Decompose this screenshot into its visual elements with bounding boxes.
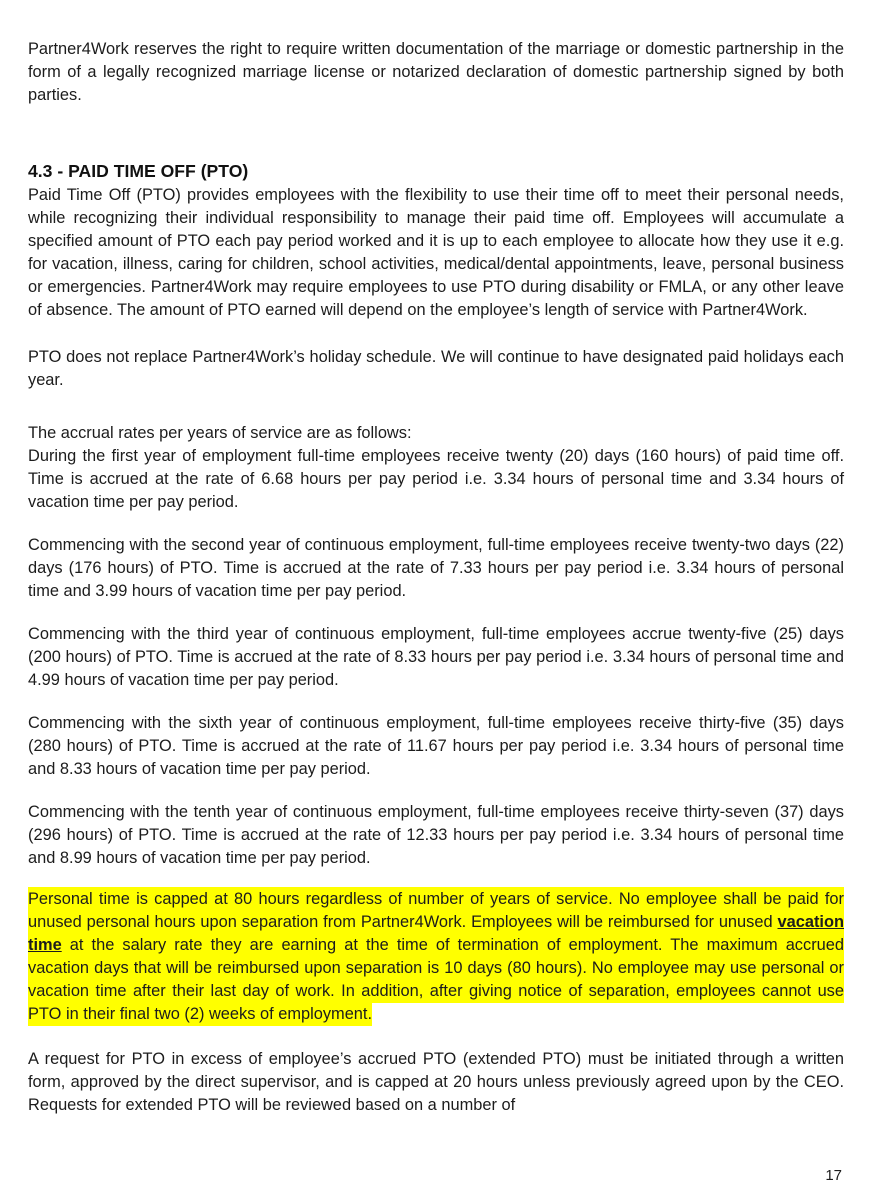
highlight-text-before: Personal time is capped at 80 hours regardless of number of years of service. No employee shall be paid for unused personal hours upon separation from Partner4Work. Employees will be reimbursed for unused: [28, 890, 844, 931]
paragraph-accrual-year6: Commencing with the sixth year of continuous employment, full-time employees receive thirty-five (35) days (280 hours) of PTO. Time is accrued at the rate of 11.67 hours per pay period i.e. 3.34 hours of personal time and 8.33 hours of vacation time per pay period.: [28, 714, 844, 778]
paragraph-accrual-lead: The accrual rates per years of service are as follows:: [28, 424, 412, 442]
paragraph-marriage-documentation: Partner4Work reserves the right to require written documentation of the marriage or domestic partnership in the form of a legally recognized marriage license or notarized declaration of domestic partnership signed by both parties.: [28, 40, 844, 104]
section-heading-pto: 4.3 - PAID TIME OFF (PTO): [28, 161, 249, 181]
paragraph-holiday-note: PTO does not replace Partner4Work’s holiday schedule. We will continue to have designated paid holidays each year.: [28, 348, 844, 389]
paragraph-extended-pto: A request for PTO in excess of employee’s accrued PTO (extended PTO) must be initiated through a written form, approved by the direct supervisor, and is capped at 20 hours unless previously agreed upon by the CEO. Requests for extended PTO will be reviewed based on a number of: [28, 1050, 844, 1114]
highlight-text-after: at the salary rate they are earning at the time of termination of employment. The maximum accrued vacation days that will be reimbursed upon separation is 10 days (80 hours). No employee may use personal or vacation time after their last day of work. In addition, after giving notice of separation, employees cannot use PTO in their final two (2) weeks of employment.: [28, 936, 844, 1023]
paragraph-accrual-year3: Commencing with the third year of continuous employment, full-time employees accrue twenty-five (25) days (200 hours) of PTO. Time is accrued at the rate of 8.33 hours per pay period i.e. 3.34 hours of personal time and 4.99 hours of vacation time per pay period.: [28, 625, 844, 689]
yellow-highlight: [28, 887, 844, 1026]
page-number: 17: [825, 1167, 842, 1184]
paragraph-accrual-year10: Commencing with the tenth year of continuous employment, full-time employees receive thirty-seven (37) days (296 hours) of PTO. Time is accrued at the rate of 12.33 hours per pay period i.e. 3.34 hours of personal time and 8.99 hours of vacation time per pay period.: [28, 803, 844, 867]
paragraph-separation-policy-highlighted: [28, 888, 844, 1026]
paragraph-pto-overview: Paid Time Off (PTO) provides employees with the flexibility to use their time off to meet their personal needs, while recognizing their individual responsibility to manage their paid time off. Employees will accumulate a specified amount of PTO each pay period worked and it is up to each employee to allocate how they use it e.g. for vacation, illness, caring for children, school activities, medical/dental appointments, leave, personal business or emergencies. Partner4Work may require employees to use PTO during disability or FMLA, or any other leave of absence. The amount of PTO earned will depend on the employee’s length of service with Partner4Work.: [28, 186, 844, 319]
paragraph-accrual-year2: Commencing with the second year of continuous employment, full-time employees receive twenty-two days (22) days (176 hours) of PTO. Time is accrued at the rate of 7.33 hours per pay period i.e. 3.34 hours of personal time and 3.99 hours of vacation time per pay period.: [28, 536, 844, 600]
paragraph-accrual-year1: During the first year of employment full-time employees receive twenty (20) days (160 hours) of paid time off. Time is accrued at the rate of 6.68 hours per pay period i.e. 3.34 hours of personal time and 3.34 hours of vacation time per pay period.: [28, 447, 844, 511]
highlight-text-vacation-time-underlined: vacation time: [28, 913, 844, 954]
